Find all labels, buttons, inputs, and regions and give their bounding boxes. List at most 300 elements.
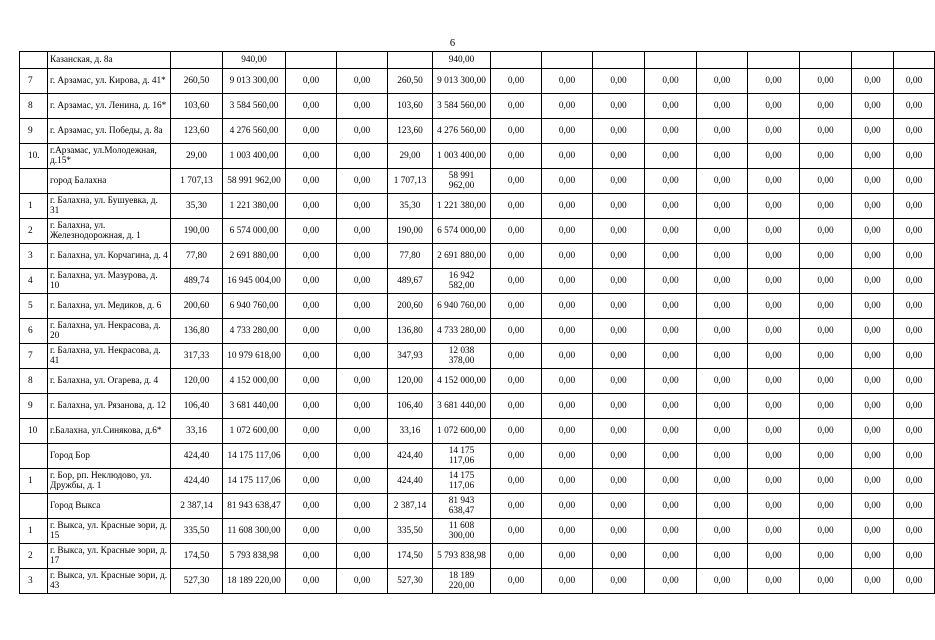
row-zero-value: 0,00 [542,194,593,219]
row-zero-value: 0,00 [894,94,935,119]
row-zero-value: 0,00 [593,144,645,169]
row-area: 527,30 [171,569,223,594]
row-col5: 0,00 [286,244,337,269]
row-zero-value: 0,00 [593,294,645,319]
row-zero-value: 0,00 [748,369,800,394]
row-zero-value: 0,00 [800,244,852,269]
row-zero-value: 0,00 [645,169,697,194]
row-cost: 5 793 838,98 [223,544,286,569]
row-col5: 0,00 [286,144,337,169]
table-row [20,94,935,119]
row-area-2: 123,60 [388,119,433,144]
row-zero-value: 0,00 [894,69,935,94]
row-col5: 0,00 [286,269,337,294]
row-cost-2: 11 608 300,00 [433,519,491,544]
row-zero-value: 0,00 [894,294,935,319]
row-zero-value: 0,00 [542,119,593,144]
row-zero-value: 0,00 [645,194,697,219]
row-area-2: 260,50 [388,69,433,94]
row-cost-2: 940,00 [433,52,491,69]
row-area-2: 33,16 [388,419,433,444]
row-col6: 0,00 [337,569,388,594]
row-zero-value: 0,00 [852,294,894,319]
row-address: г. Выкса, ул. Красные зори, д. 17 [48,544,171,569]
housing-table [19,51,935,594]
row-cost: 14 175 117,06 [223,469,286,494]
row-zero-value: 0,00 [645,94,697,119]
row-zero-value: 0,00 [697,144,748,169]
row-zero-value: 0,00 [697,469,748,494]
table-row [20,169,935,194]
row-zero-value: 0,00 [800,419,852,444]
row-zero-value: 0,00 [491,469,542,494]
row-zero-value [894,52,935,69]
row-zero-value: 0,00 [697,319,748,344]
row-zero-value [852,52,894,69]
row-col6: 0,00 [337,244,388,269]
row-zero-value: 0,00 [542,344,593,369]
row-area-2: 347,93 [388,344,433,369]
row-col6: 0,00 [337,444,388,469]
row-zero-value: 0,00 [593,444,645,469]
row-col6: 0,00 [337,319,388,344]
row-cost: 4 276 560,00 [223,119,286,144]
row-zero-value: 0,00 [491,269,542,294]
row-cost-2: 4 733 280,00 [433,319,491,344]
row-zero-value: 0,00 [852,194,894,219]
row-zero-value: 0,00 [748,294,800,319]
row-zero-value: 0,00 [593,394,645,419]
row-zero-value: 0,00 [542,569,593,594]
row-zero-value: 0,00 [542,444,593,469]
row-number: 4 [20,269,48,294]
row-zero-value: 0,00 [491,344,542,369]
row-zero-value: 0,00 [800,94,852,119]
row-area: 1 707,13 [171,169,223,194]
table-row [20,419,935,444]
row-area: 260,50 [171,69,223,94]
row-number: 7 [20,69,48,94]
row-zero-value [645,52,697,69]
row-zero-value: 0,00 [593,69,645,94]
row-zero-value: 0,00 [645,369,697,394]
row-number: 6 [20,319,48,344]
row-zero-value: 0,00 [800,369,852,394]
row-zero-value: 0,00 [894,494,935,519]
row-zero-value: 0,00 [852,119,894,144]
row-col6: 0,00 [337,494,388,519]
row-zero-value: 0,00 [593,194,645,219]
row-number [20,444,48,469]
row-cost-2: 9 013 300,00 [433,69,491,94]
row-col6: 0,00 [337,519,388,544]
row-zero-value: 0,00 [645,319,697,344]
row-col5: 0,00 [286,494,337,519]
row-cost: 16 945 004,00 [223,269,286,294]
table-body [20,52,935,594]
row-zero-value: 0,00 [894,119,935,144]
row-area-2: 424,40 [388,469,433,494]
row-zero-value: 0,00 [542,369,593,394]
row-col5: 0,00 [286,469,337,494]
row-col6: 0,00 [337,219,388,244]
row-cost-2: 14 175 117,06 [433,444,491,469]
row-zero-value: 0,00 [697,419,748,444]
row-number: 9 [20,119,48,144]
row-col5: 0,00 [286,194,337,219]
row-zero-value: 0,00 [852,469,894,494]
row-zero-value: 0,00 [645,294,697,319]
row-zero-value: 0,00 [542,469,593,494]
row-zero-value: 0,00 [697,244,748,269]
row-area-2: 120,00 [388,369,433,394]
row-zero-value: 0,00 [748,544,800,569]
row-zero-value: 0,00 [645,444,697,469]
row-zero-value: 0,00 [542,244,593,269]
row-zero-value: 0,00 [697,269,748,294]
row-address: Город Выкса [48,494,171,519]
row-zero-value: 0,00 [697,494,748,519]
row-zero-value: 0,00 [697,94,748,119]
row-area: 120,00 [171,369,223,394]
row-zero-value: 0,00 [748,394,800,419]
row-zero-value: 0,00 [593,494,645,519]
row-zero-value: 0,00 [491,369,542,394]
row-area: 33,16 [171,419,223,444]
row-area-2: 424,40 [388,444,433,469]
row-col6: 0,00 [337,169,388,194]
row-area: 106,40 [171,394,223,419]
row-cost: 1 003 400,00 [223,144,286,169]
row-zero-value: 0,00 [542,144,593,169]
row-area [171,52,223,69]
row-col6: 0,00 [337,394,388,419]
row-cost-2: 6 574 000,00 [433,219,491,244]
row-zero-value: 0,00 [593,519,645,544]
row-zero-value: 0,00 [894,544,935,569]
row-zero-value: 0,00 [491,194,542,219]
row-area-2: 2 387,14 [388,494,433,519]
row-zero-value: 0,00 [491,519,542,544]
row-zero-value: 0,00 [542,494,593,519]
row-cost: 18 189 220,00 [223,569,286,594]
row-zero-value: 0,00 [894,369,935,394]
row-cost-2: 1 072 600,00 [433,419,491,444]
row-number: 10. [20,144,48,169]
row-zero-value: 0,00 [491,319,542,344]
row-cost: 940,00 [223,52,286,69]
row-cost: 1 072 600,00 [223,419,286,444]
row-zero-value: 0,00 [542,169,593,194]
row-zero-value: 0,00 [852,94,894,119]
row-cost: 6 940 760,00 [223,294,286,319]
row-address: г. Выкса, ул. Красные зори, д. 43 [48,569,171,594]
row-col5: 0,00 [286,569,337,594]
row-zero-value: 0,00 [593,119,645,144]
row-zero-value: 0,00 [491,69,542,94]
row-area-2: 35,30 [388,194,433,219]
row-col6: 0,00 [337,294,388,319]
row-zero-value: 0,00 [491,219,542,244]
row-zero-value: 0,00 [852,219,894,244]
row-area: 77,80 [171,244,223,269]
row-zero-value: 0,00 [894,344,935,369]
row-col6: 0,00 [337,69,388,94]
table-row [20,119,935,144]
row-area: 29,00 [171,144,223,169]
row-zero-value: 0,00 [800,344,852,369]
row-col5: 0,00 [286,369,337,394]
row-zero-value: 0,00 [593,544,645,569]
row-number: 1 [20,194,48,219]
row-area-2: 103,60 [388,94,433,119]
row-zero-value: 0,00 [593,319,645,344]
row-zero-value: 0,00 [491,244,542,269]
row-zero-value: 0,00 [491,119,542,144]
row-zero-value: 0,00 [645,419,697,444]
row-number [20,52,48,69]
table-row [20,52,935,69]
row-zero-value [748,52,800,69]
row-zero-value [593,52,645,69]
row-address: Город Бор [48,444,171,469]
row-number: 3 [20,244,48,269]
row-area-2: 136,80 [388,319,433,344]
row-number: 5 [20,294,48,319]
row-zero-value: 0,00 [748,144,800,169]
row-zero-value: 0,00 [593,244,645,269]
row-zero-value: 0,00 [852,394,894,419]
row-zero-value: 0,00 [748,69,800,94]
row-zero-value: 0,00 [645,394,697,419]
table-row [20,469,935,494]
row-zero-value: 0,00 [491,569,542,594]
row-zero-value: 0,00 [800,194,852,219]
row-zero-value: 0,00 [491,544,542,569]
row-col6: 0,00 [337,419,388,444]
row-zero-value: 0,00 [748,519,800,544]
row-zero-value: 0,00 [697,569,748,594]
row-col5 [286,52,337,69]
row-number: 1 [20,469,48,494]
row-number: 3 [20,569,48,594]
row-zero-value: 0,00 [697,394,748,419]
row-zero-value: 0,00 [697,169,748,194]
table-row [20,444,935,469]
row-cost-2: 81 943 638,47 [433,494,491,519]
row-zero-value: 0,00 [593,344,645,369]
row-zero-value: 0,00 [645,269,697,294]
row-address: г. Арзамас, ул. Ленина, д. 16* [48,94,171,119]
row-area: 35,30 [171,194,223,219]
row-zero-value: 0,00 [894,394,935,419]
row-cost: 4 152 000,00 [223,369,286,394]
row-area: 200,60 [171,294,223,319]
row-zero-value: 0,00 [800,219,852,244]
row-area-2: 190,00 [388,219,433,244]
row-zero-value: 0,00 [894,569,935,594]
row-area: 424,40 [171,469,223,494]
row-zero-value: 0,00 [852,144,894,169]
row-zero-value: 0,00 [593,419,645,444]
row-cost-2: 4 276 560,00 [433,119,491,144]
row-zero-value: 0,00 [800,269,852,294]
row-zero-value: 0,00 [697,194,748,219]
row-address: г. Балахна, ул. Некрасова, д. 20 [48,319,171,344]
row-zero-value: 0,00 [800,519,852,544]
row-zero-value: 0,00 [800,444,852,469]
row-zero-value: 0,00 [697,119,748,144]
row-zero-value: 0,00 [491,494,542,519]
row-zero-value: 0,00 [542,94,593,119]
row-col6: 0,00 [337,344,388,369]
table-row [20,294,935,319]
table-row [20,194,935,219]
table-row [20,319,935,344]
row-cost: 81 943 638,47 [223,494,286,519]
row-area: 2 387,14 [171,494,223,519]
row-area: 190,00 [171,219,223,244]
row-zero-value: 0,00 [748,219,800,244]
row-area: 103,60 [171,94,223,119]
row-zero-value: 0,00 [645,544,697,569]
row-zero-value [697,52,748,69]
row-address: город Балахна [48,169,171,194]
table-row [20,394,935,419]
row-zero-value: 0,00 [894,444,935,469]
row-zero-value [491,52,542,69]
row-zero-value: 0,00 [800,569,852,594]
row-col5: 0,00 [286,119,337,144]
row-zero-value: 0,00 [697,344,748,369]
table-row [20,69,935,94]
row-number [20,494,48,519]
row-cost: 14 175 117,06 [223,444,286,469]
row-zero-value: 0,00 [697,219,748,244]
row-zero-value: 0,00 [800,119,852,144]
row-cost: 9 013 300,00 [223,69,286,94]
row-zero-value: 0,00 [645,219,697,244]
row-area: 317,33 [171,344,223,369]
row-area-2: 106,40 [388,394,433,419]
row-zero-value: 0,00 [748,469,800,494]
row-col6: 0,00 [337,544,388,569]
row-zero-value: 0,00 [748,169,800,194]
row-zero-value: 0,00 [800,144,852,169]
row-col6: 0,00 [337,119,388,144]
row-number: 8 [20,94,48,119]
row-col6: 0,00 [337,194,388,219]
row-area-2 [388,52,433,69]
row-area: 123,60 [171,119,223,144]
row-zero-value: 0,00 [697,544,748,569]
row-zero-value: 0,00 [645,244,697,269]
row-zero-value: 0,00 [593,369,645,394]
row-cost-2: 2 691 880,00 [433,244,491,269]
row-cost-2: 14 175 117,06 [433,469,491,494]
row-zero-value: 0,00 [645,119,697,144]
row-cost-2: 3 681 440,00 [433,394,491,419]
table-row [20,219,935,244]
row-zero-value: 0,00 [852,69,894,94]
row-col6: 0,00 [337,144,388,169]
row-zero-value: 0,00 [800,319,852,344]
row-address: г. Бор, рп. Неклюдово, ул. Дружбы, д. 1 [48,469,171,494]
row-zero-value: 0,00 [593,94,645,119]
row-zero-value: 0,00 [852,444,894,469]
row-col5: 0,00 [286,444,337,469]
row-zero-value: 0,00 [593,269,645,294]
row-cost-2: 18 189 220,00 [433,569,491,594]
row-zero-value: 0,00 [593,219,645,244]
row-zero-value: 0,00 [852,169,894,194]
row-zero-value: 0,00 [894,169,935,194]
row-number: 10 [20,419,48,444]
row-zero-value: 0,00 [542,319,593,344]
row-address: г. Балахна, ул. Мазурова, д. 10 [48,269,171,294]
row-cost-2: 16 942 582,00 [433,269,491,294]
row-address: г. Балахна, ул. Медиков, д. 6 [48,294,171,319]
row-zero-value: 0,00 [852,569,894,594]
row-zero-value: 0,00 [697,369,748,394]
row-zero-value: 0,00 [542,69,593,94]
row-zero-value: 0,00 [800,69,852,94]
table-row [20,494,935,519]
row-address: г. Балахна, ул. Некрасова, д. 41 [48,344,171,369]
page-number: 6 [449,38,456,49]
table-row [20,244,935,269]
row-zero-value: 0,00 [894,194,935,219]
row-zero-value: 0,00 [542,394,593,419]
row-zero-value: 0,00 [800,294,852,319]
row-address: Казанская, д. 8а [48,52,171,69]
table-row [20,144,935,169]
row-zero-value: 0,00 [852,244,894,269]
row-col6: 0,00 [337,469,388,494]
row-zero-value: 0,00 [852,419,894,444]
row-zero-value: 0,00 [748,244,800,269]
row-zero-value: 0,00 [748,119,800,144]
table-row [20,344,935,369]
row-cost: 3 584 560,00 [223,94,286,119]
row-zero-value: 0,00 [852,319,894,344]
row-zero-value: 0,00 [748,344,800,369]
row-zero-value: 0,00 [697,294,748,319]
row-zero-value: 0,00 [542,519,593,544]
row-number: 9 [20,394,48,419]
row-zero-value: 0,00 [697,69,748,94]
row-zero-value: 0,00 [800,394,852,419]
row-zero-value: 0,00 [542,419,593,444]
row-zero-value: 0,00 [491,444,542,469]
row-cost: 4 733 280,00 [223,319,286,344]
row-zero-value: 0,00 [645,569,697,594]
row-col6: 0,00 [337,269,388,294]
row-zero-value: 0,00 [542,294,593,319]
table-row [20,569,935,594]
row-zero-value: 0,00 [748,444,800,469]
row-number: 2 [20,544,48,569]
row-area-2: 174,50 [388,544,433,569]
row-zero-value: 0,00 [697,519,748,544]
row-zero-value: 0,00 [645,519,697,544]
row-cost-2: 3 584 560,00 [433,94,491,119]
row-address: г. Балахна, ул. Рязанова, д. 12 [48,394,171,419]
row-zero-value: 0,00 [593,569,645,594]
row-area-2: 200,60 [388,294,433,319]
row-cost-2: 1 221 380,00 [433,194,491,219]
row-col5: 0,00 [286,294,337,319]
